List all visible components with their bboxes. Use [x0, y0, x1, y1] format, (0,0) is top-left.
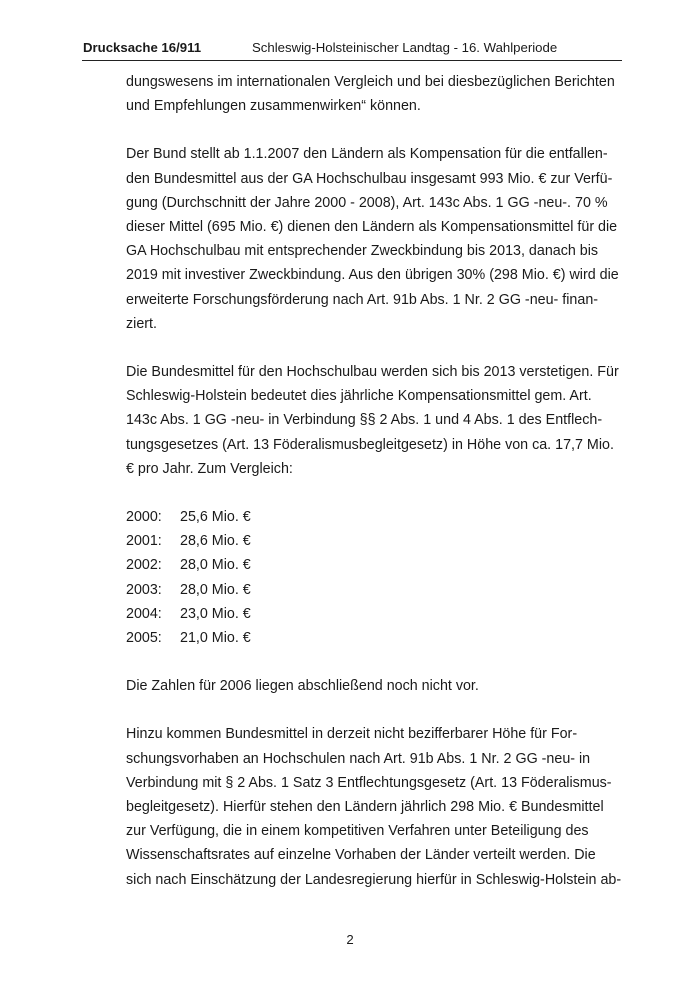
amount-cell: 21,0 Mio. €: [180, 629, 251, 646]
comparison-table: [126, 505, 616, 650]
text-line: dungswesens im internationalen Vergleich und bei diesbezüglichen Berichten: [126, 74, 615, 90]
text-line: Verbindung mit § 2 Abs. 1 Satz 3 Entflechtungsgesetz (Art. 13 Föderalismus-: [126, 774, 612, 791]
document-body: [126, 70, 622, 892]
text-line: Die Zahlen für 2006 liegen abschließend noch nicht vor.: [126, 678, 479, 695]
text-line: Schleswig-Holstein bedeutet dies jährliche Kompensationsmittel gem. Art.: [126, 388, 592, 405]
text-line: 2019 mit investiver Zweckbindung. Aus den übrigen 30% (298 Mio. €) wird die: [126, 267, 619, 284]
text-line: den Bundesmittel aus der GA Hochschulbau insgesamt 993 Mio. € zur Verfü-: [126, 170, 613, 187]
year-cell: 2003:: [126, 581, 162, 598]
paragraph-hochschulbau: [126, 360, 619, 481]
year-cell: 2002:: [126, 557, 162, 574]
amount-cell: 25,6 Mio. €: [180, 509, 251, 526]
paragraph-forschung: [126, 722, 622, 891]
text-line: Der Bund stellt ab 1.1.2007 den Ländern als Kompensation für die entfallen-: [126, 146, 608, 163]
amount-cell: 28,0 Mio. €: [180, 557, 251, 574]
amount-cell: 28,6 Mio. €: [180, 533, 251, 550]
text-line: GA Hochschulbau mit entsprechender Zweckbindung bis 2013, danach bis: [126, 243, 599, 260]
year-cell: 2000:: [126, 509, 162, 526]
year-cell: 2004:: [126, 605, 162, 622]
table-row: [126, 505, 616, 529]
text-line: zur Verfügung, die in einem kompetitiven Verfahren unter Beteiligung des: [126, 823, 589, 840]
document-id: Drucksache 16/911: [83, 40, 202, 55]
text-line: Wissenschaftsrates auf einzelne Vorhaben der Länder verteilt werden. Die: [126, 847, 596, 864]
text-line: erweiterte Forschungsförderung nach Art. 91b Abs. 1 Nr. 2 GG -neu- finan-: [126, 291, 599, 308]
text-line: ziert.: [126, 315, 157, 332]
text-line: begleitgesetz). Hierfür stehen den Ländern jährlich 298 Mio. € Bundesmittel: [126, 798, 604, 815]
text-line: 143c Abs. 1 GG -neu- in Verbindung §§ 2 Abs. 1 und 4 Abs. 1 des Entflech-: [126, 412, 603, 429]
table-row: [126, 553, 616, 577]
text-line: dieser Mittel (695 Mio. €) dienen den Ländern als Kompensationsmittel für die: [126, 219, 618, 236]
amount-cell: 28,0 Mio. €: [180, 581, 251, 598]
table-row: [126, 529, 616, 553]
year-cell: 2005:: [126, 629, 162, 646]
table-row: [126, 626, 616, 650]
text-line: Hinzu kommen Bundesmittel in derzeit nicht bezifferbarer Höhe für For-: [126, 726, 578, 743]
text-line: tungsgesetzes (Art. 13 Föderalismusbegleitgesetz) in Höhe von ca. 17,7 Mio.: [126, 436, 614, 453]
year-cell: 2001:: [126, 533, 162, 550]
page-header: [82, 38, 622, 61]
table-row: [126, 602, 616, 626]
text-line: und Empfehlungen zusammenwirken“ können.: [126, 98, 421, 115]
text-line: € pro Jahr. Zum Vergleich:: [126, 460, 293, 477]
paragraph-note-2006: [126, 674, 616, 698]
page-number: 2: [346, 932, 354, 947]
amount-cell: 23,0 Mio. €: [180, 605, 251, 622]
table-row: [126, 578, 616, 602]
paragraph-intro: [126, 70, 616, 118]
text-line: gung (Durchschnitt der Jahre 2000 - 2008), Art. 143c Abs. 1 GG -neu-. 70 %: [126, 194, 608, 211]
text-line: sich nach Einschätzung der Landesregierung hierfür in Schleswig-Holstein ab-: [126, 871, 622, 888]
paragraph-compensation: [126, 142, 619, 336]
parliament-title: Schleswig-Holsteinischer Landtag - 16. Wahlperiode: [252, 40, 558, 55]
text-line: schungsvorhaben an Hochschulen nach Art. 91b Abs. 1 Nr. 2 GG -neu- in: [126, 750, 591, 767]
text-line: Die Bundesmittel für den Hochschulbau werden sich bis 2013 verstetigen. Für: [126, 364, 619, 381]
